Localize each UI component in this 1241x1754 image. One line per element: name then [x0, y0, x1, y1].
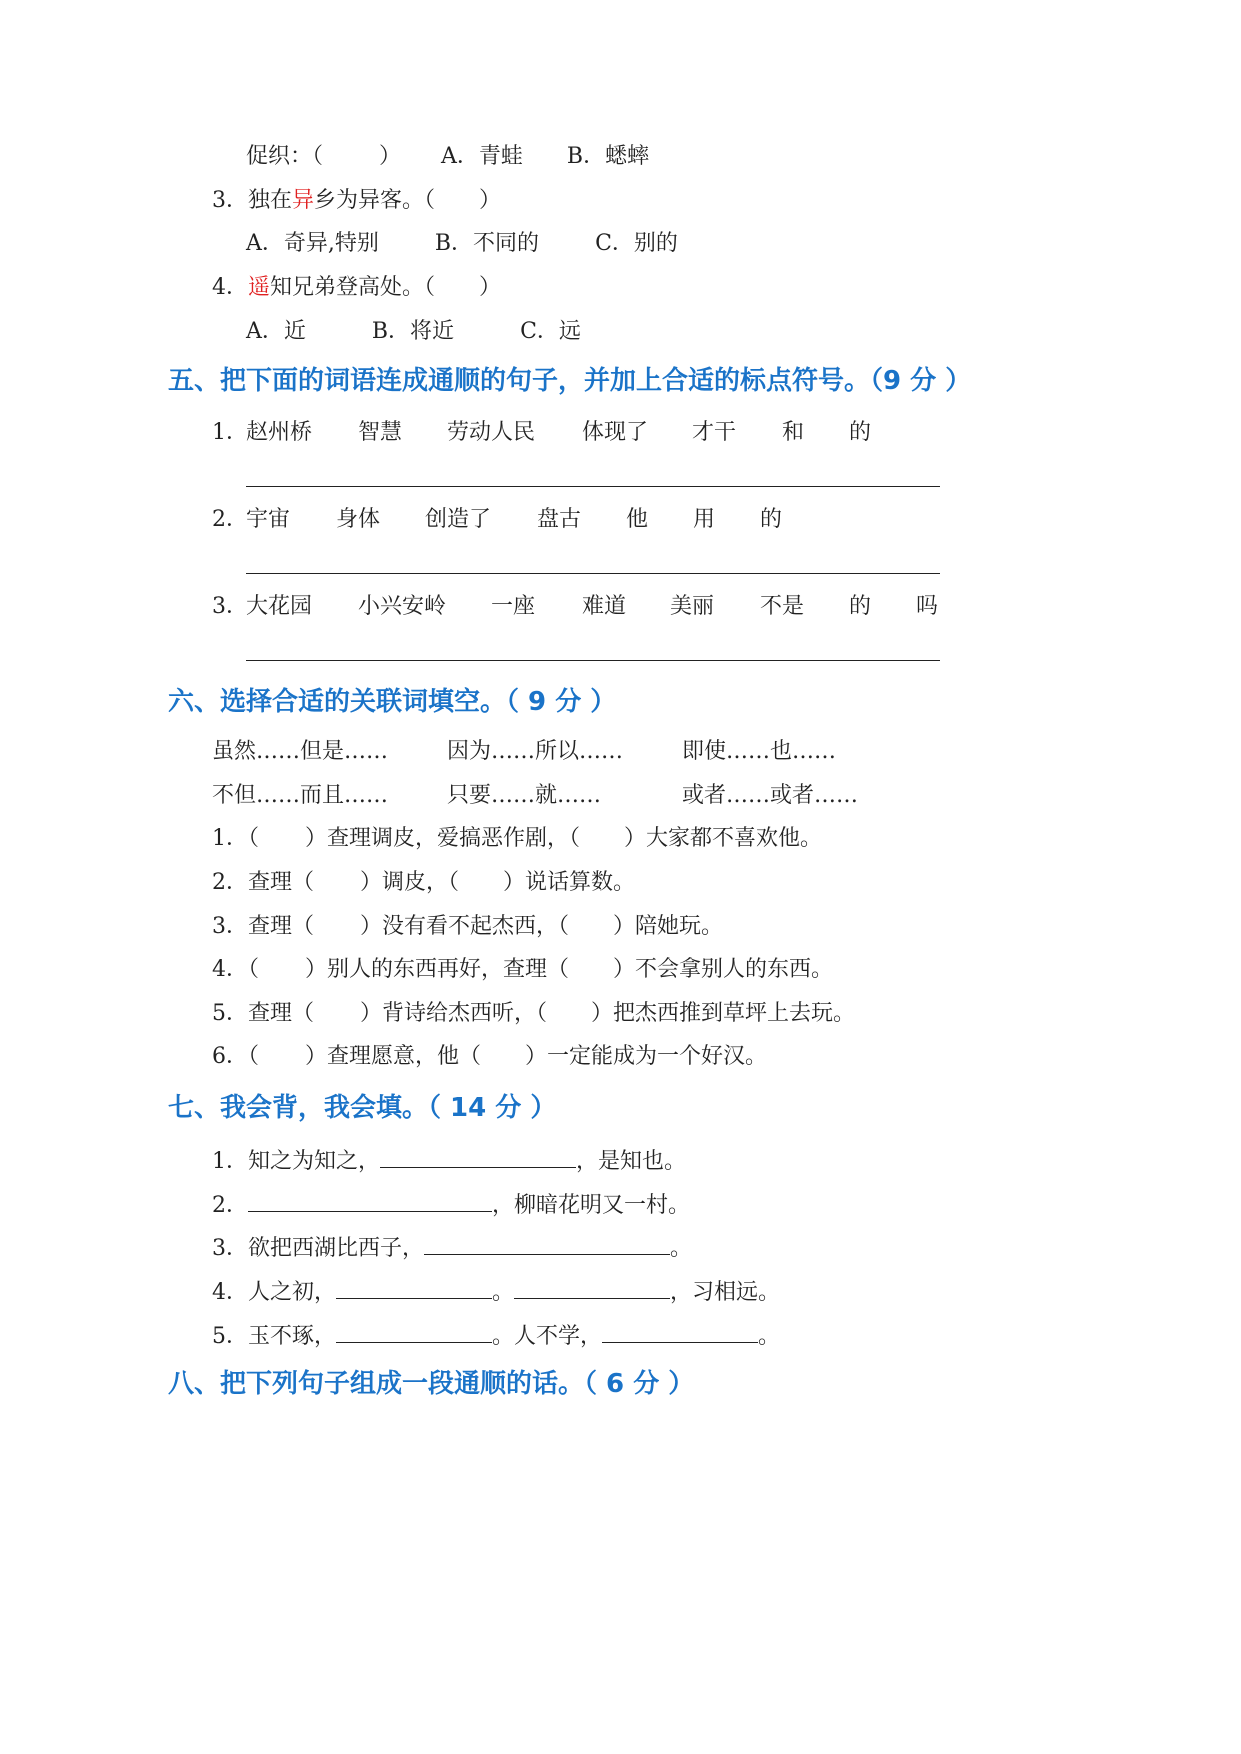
item-text: ，是知也。 [576, 1149, 687, 1174]
s5-answer-line-2[interactable] [246, 573, 940, 574]
q2-label: 促织：（ [246, 144, 324, 169]
item-number: 4． [212, 957, 248, 982]
q4-opt-b: B．将近 [371, 319, 455, 344]
item-number: 6． [212, 1044, 248, 1069]
s6-word-option: 虽然……但是…… [212, 739, 389, 764]
item-part: ）背诗给杰西听，（ [360, 1001, 548, 1026]
item-text: 。 [758, 1324, 781, 1349]
item-number: 1． [212, 1149, 248, 1174]
item-part: （ [248, 957, 260, 982]
s5-word: 他 [626, 507, 649, 532]
item-part: ）说话算数。 [503, 870, 636, 895]
q4-post: 知兄弟登高处。（ [270, 275, 436, 300]
s5-row1-number: 1． [212, 420, 248, 445]
item-number: 2． [212, 870, 248, 895]
s5-row2-number: 2． [212, 507, 248, 532]
s6-word-option: 或者……或者…… [682, 783, 859, 808]
q4-number: 4． [212, 275, 248, 300]
s5-word: 用 [693, 507, 716, 532]
item-part: ）查理愿意，他（ [305, 1044, 482, 1069]
item-text: 人之初， [248, 1280, 337, 1305]
s5-word: 大花园 [246, 594, 313, 619]
item-text: ，习相远。 [670, 1280, 781, 1305]
s5-answer-line-3[interactable] [246, 660, 940, 661]
item-text: 玉不琢， [248, 1324, 337, 1349]
item-number: 4． [212, 1280, 248, 1305]
s7-item-4 [212, 1276, 780, 1308]
item-part: ）调皮，（ [360, 870, 460, 895]
s7-item-1 [212, 1145, 686, 1177]
q4-highlight: 遥 [248, 275, 271, 300]
fill-blank[interactable] [336, 1320, 492, 1343]
s5-word: 吗 [916, 594, 939, 619]
item-number: 5． [212, 1001, 248, 1026]
section-8-title: 八、把下列句子组成一段通顺的话。（ 6 分 ） [168, 1369, 695, 1399]
q4-options [246, 317, 581, 347]
s6-item-1 [212, 824, 822, 854]
s5-word: 的 [849, 594, 872, 619]
q3-options [246, 229, 678, 259]
item-text: ，柳暗花明又一村。 [492, 1193, 691, 1218]
item-part: ）一定能成为一个好汉。 [525, 1044, 768, 1069]
item-number: 5． [212, 1324, 248, 1349]
q3-opt-c: C．别的 [595, 231, 678, 256]
s5-word: 不是 [760, 594, 805, 619]
q2-close: ） [379, 144, 402, 169]
item-part: ）不会拿别人的东西。 [613, 957, 834, 982]
s6-item-4 [212, 955, 833, 985]
item-part: ）没有看不起杰西，（ [360, 914, 570, 939]
fill-blank[interactable] [336, 1276, 492, 1299]
s5-word: 才干 [692, 420, 737, 445]
item-number: 3． [212, 1236, 248, 1261]
item-part: 查理（ [248, 1001, 315, 1026]
item-text: 欲把西湖比西子， [248, 1236, 425, 1261]
s5-word: 的 [760, 507, 783, 532]
item-part: ）查理调皮，爱搞恶作剧，（ [305, 826, 581, 851]
s5-word: 身体 [336, 507, 381, 532]
fill-blank[interactable] [424, 1232, 670, 1255]
s5-word: 和 [782, 420, 805, 445]
s5-answer-line-1[interactable] [246, 486, 940, 487]
item-part: （ [248, 826, 260, 851]
q3-pre: 独在 [248, 188, 293, 213]
q3-close: ） [479, 188, 502, 213]
q3-highlight: 异 [292, 188, 315, 213]
s6-word-option: 因为……所以…… [447, 739, 624, 764]
q3-opt-a: A．奇异,特别 [246, 231, 379, 256]
s6-item-2 [212, 868, 635, 898]
q3-opt-b: B．不同的 [434, 231, 540, 256]
section-6-title: 六、选择合适的关联词填空。（ 9 分 ） [168, 687, 617, 717]
s6-word-option: 不但……而且…… [212, 783, 389, 808]
s5-row3-number: 3． [212, 594, 248, 619]
item-number: 2． [212, 1193, 248, 1218]
q4-opt-c: C．远 [520, 319, 581, 344]
item-part: ）大家都不喜欢他。 [624, 826, 823, 851]
item-part: 查理（ [248, 914, 315, 939]
q3-line [212, 186, 501, 216]
s5-word: 宇宙 [246, 507, 291, 532]
fill-blank[interactable] [380, 1145, 576, 1168]
s6-item-5 [212, 999, 855, 1029]
item-text: 。 [670, 1236, 693, 1261]
item-number: 1． [212, 826, 248, 851]
item-number: 3． [212, 914, 248, 939]
q4-close: ） [479, 275, 502, 300]
q2-line2 [246, 142, 649, 172]
q3-post: 乡为异客。（ [314, 188, 436, 213]
fill-blank[interactable] [602, 1320, 758, 1343]
fill-blank[interactable] [248, 1189, 492, 1212]
q3-number: 3． [212, 188, 248, 213]
q4-opt-a: A．近 [246, 319, 306, 344]
q2-opt-a: A．青蛙 [441, 144, 523, 169]
q4-line [212, 273, 501, 303]
item-part: （ [248, 1044, 260, 1069]
s6-item-6 [212, 1042, 767, 1072]
s5-word: 智慧 [358, 420, 403, 445]
s6-word-option: 即使……也…… [682, 739, 837, 764]
item-text: 。 [492, 1280, 515, 1305]
s5-word: 难道 [582, 594, 627, 619]
s5-word: 创造了 [425, 507, 492, 532]
s5-word: 小兴安岭 [358, 594, 447, 619]
s5-word: 一座 [491, 594, 536, 619]
section-7-title: 七、我会背，我会填。（ 14 分 ） [168, 1093, 557, 1123]
s5-word: 劳动人民 [447, 420, 536, 445]
s7-item-5 [212, 1320, 780, 1352]
s5-word: 美丽 [670, 594, 715, 619]
s5-word: 的 [849, 420, 872, 445]
item-part: ）陪她玩。 [613, 914, 724, 939]
section-5-title: 五、把下面的词语连成通顺的句子，并加上合适的标点符号。（9 分 ） [168, 366, 972, 396]
item-part: ）别人的东西再好，查理（ [305, 957, 570, 982]
s5-word: 盘古 [537, 507, 582, 532]
item-text: 。人不学， [492, 1324, 603, 1349]
s7-item-3 [212, 1232, 692, 1264]
fill-blank[interactable] [514, 1276, 670, 1299]
item-text: 知之为知之， [248, 1149, 381, 1174]
s5-word: 体现了 [582, 420, 649, 445]
item-part: 查理（ [248, 870, 315, 895]
s6-item-3 [212, 912, 723, 942]
s5-word: 赵州桥 [246, 420, 313, 445]
s7-item-2 [212, 1189, 690, 1221]
s6-word-option: 只要……就…… [447, 783, 602, 808]
q2-opt-b: B．蟋蟀 [566, 144, 650, 169]
item-part: ）把杰西推到草坪上去玩。 [591, 1001, 856, 1026]
